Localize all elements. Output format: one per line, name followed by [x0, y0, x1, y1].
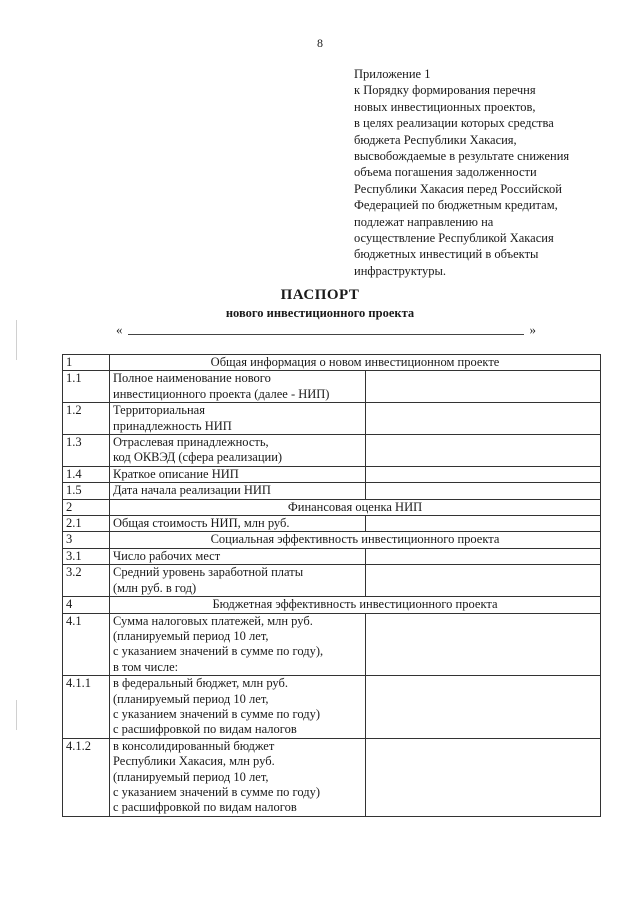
section-heading: Финансовая оценка НИП: [110, 499, 601, 515]
section-row: [63, 532, 601, 548]
appendix-line: бюджетных инвестиций в объекты: [354, 247, 539, 262]
row-number: 1: [63, 355, 110, 371]
open-quote: «: [116, 322, 123, 337]
row-value: [366, 613, 601, 676]
section-row: [63, 355, 601, 371]
document-title: ПАСПОРТ: [280, 287, 360, 303]
row-label: в консолидированный бюджет Республики Хакасия, млн руб. (планируемый период 10 лет, с указанием значений в сумме по году) с расшифровкой по видам налогов: [110, 738, 366, 816]
appendix-line: объема погашения задолженности: [354, 165, 537, 180]
appendix-line: осуществление Республикой Хакасия: [354, 231, 554, 246]
row-number: 1.2: [63, 403, 110, 435]
row-number: 3.2: [63, 565, 110, 597]
row-number: 2: [63, 499, 110, 515]
appendix-line: инфраструктуры.: [354, 263, 447, 278]
table-row: [63, 613, 601, 676]
section-row: [63, 597, 601, 613]
row-label: Число рабочих мест: [110, 548, 366, 564]
row-number: 1.3: [63, 435, 110, 467]
document-subtitle: нового инвестиционного проекта: [225, 306, 415, 320]
appendix-line: Федерацией по бюджетным кредитам,: [354, 198, 558, 213]
row-number: 1.5: [63, 483, 110, 499]
table-row: [63, 548, 601, 564]
row-value: [366, 435, 601, 467]
table-row: [63, 565, 601, 597]
row-number: 4.1.2: [63, 738, 110, 816]
project-name-field: [116, 322, 536, 338]
appendix-line: Приложение 1: [354, 67, 431, 81]
table-row: [63, 435, 601, 467]
table-row: [63, 483, 601, 499]
appendix-line: новых инвестиционных проектов,: [354, 99, 536, 114]
table-row: [63, 738, 601, 816]
row-label: Средний уровень заработной платы (млн руб. в год): [110, 565, 366, 597]
section-heading: Социальная эффективность инвестиционного проекта: [110, 532, 601, 548]
row-value: [366, 548, 601, 564]
appendix-block: [354, 66, 598, 279]
row-number: 3: [63, 532, 110, 548]
appendix-line: высвобождаемые в результате снижения: [354, 149, 570, 164]
row-number: 4.1: [63, 613, 110, 676]
scan-artifact: [16, 320, 17, 360]
project-name-blank: [128, 334, 524, 335]
section-heading: Общая информация о новом инвестиционном проекте: [110, 355, 601, 371]
table-row: [63, 516, 601, 532]
table-row: [63, 466, 601, 482]
appendix-line: Республики Хакасия перед Российской: [354, 181, 562, 196]
passport-table: [62, 354, 601, 817]
row-number: 3.1: [63, 548, 110, 564]
row-label: Дата начала реализации НИП: [110, 483, 366, 499]
row-value: [366, 565, 601, 597]
appendix-line: к Порядку формирования перечня: [354, 83, 536, 98]
appendix-line: в целях реализации которых средства: [354, 116, 554, 131]
row-label: Полное наименование нового инвестиционного проекта (далее - НИП): [110, 371, 366, 403]
table-row: [63, 403, 601, 435]
row-number: 1.4: [63, 466, 110, 482]
row-number: 1.1: [63, 371, 110, 403]
row-label: Краткое описание НИП: [110, 466, 366, 482]
close-quote: »: [529, 322, 536, 337]
row-value: [366, 403, 601, 435]
section-row: [63, 499, 601, 515]
row-value: [366, 466, 601, 482]
table-row: [63, 371, 601, 403]
row-number: 4.1.1: [63, 676, 110, 739]
row-number: 4: [63, 597, 110, 613]
row-value: [366, 516, 601, 532]
appendix-line: бюджета Республики Хакасия,: [354, 132, 517, 147]
row-label: в федеральный бюджет, млн руб. (планируемый период 10 лет, с указанием значений в сумме по году) с расшифровкой по видам налогов: [110, 676, 366, 739]
row-value: [366, 738, 601, 816]
row-value: [366, 483, 601, 499]
passport-table-body: [63, 355, 601, 817]
page-number: 8: [317, 36, 323, 50]
row-number: 2.1: [63, 516, 110, 532]
row-value: [366, 371, 601, 403]
row-value: [366, 676, 601, 739]
row-label: Общая стоимость НИП, млн руб.: [110, 516, 366, 532]
row-label: Сумма налоговых платежей, млн руб. (планируемый период 10 лет, с указанием значений в сумме по году), в том числе:: [110, 613, 366, 676]
row-label: Территориальная принадлежность НИП: [110, 403, 366, 435]
appendix-line: подлежат направлению на: [354, 214, 494, 229]
table-row: [63, 676, 601, 739]
row-label: Отраслевая принадлежность, код ОКВЭД (сфера реализации): [110, 435, 366, 467]
section-heading: Бюджетная эффективность инвестиционного проекта: [110, 597, 601, 613]
scan-artifact: [16, 700, 17, 730]
